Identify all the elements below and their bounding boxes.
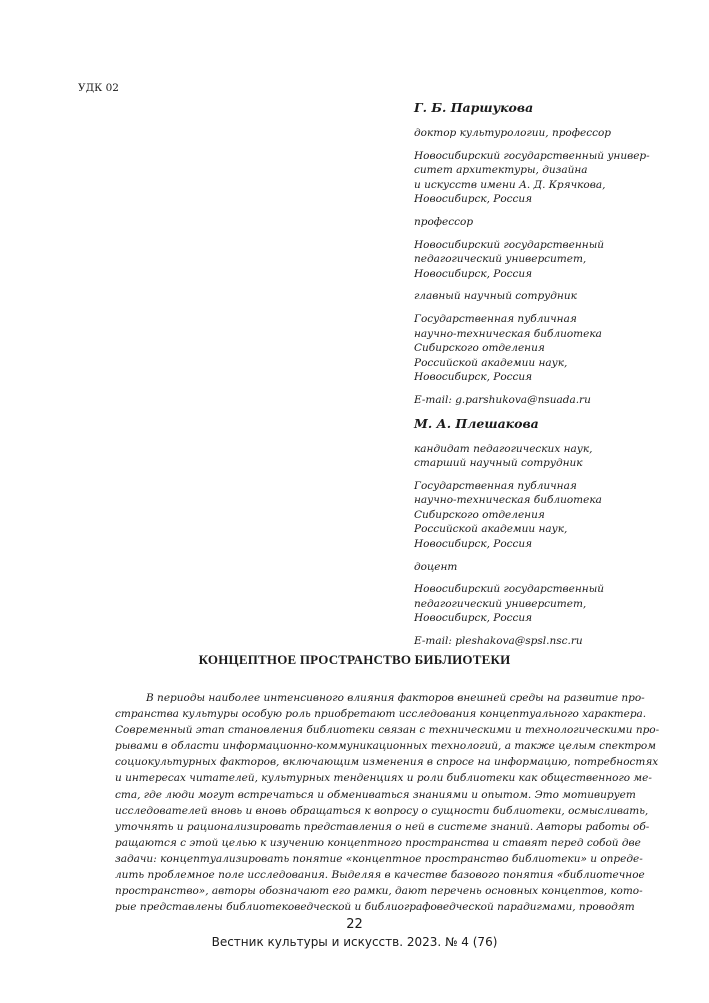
author-affiliation <box>414 238 684 282</box>
abstract-line: рывами в области информационно-коммуникационных технологий, а также целым спектром <box>115 740 656 753</box>
author-name: Г. Б. Паршукова <box>414 100 534 115</box>
affiliation-line: педагогический университет, <box>414 253 587 266</box>
abstract-line: пространство», авторы обозначают его рамки, дают перечень основных концептов, кото- <box>115 885 643 898</box>
journal-footer: Вестник культуры и искусств. 2023. № 4 (76) <box>211 935 498 949</box>
author-affiliation <box>414 126 684 141</box>
author-affiliation <box>414 634 684 649</box>
affiliation-line: Новосибирск, Россия <box>414 193 533 206</box>
affiliation-line: главный научный сотрудник <box>414 290 577 303</box>
abstract-line: задачи: концептуализировать понятие «концептное пространство библиотеки» и опреде- <box>115 852 643 865</box>
author-affiliation <box>414 149 684 207</box>
affiliation-line: педагогический университет, <box>414 597 587 610</box>
abstract-line: лить проблемное поле исследования. Выделяя в качестве базового понятия «библиотечное <box>115 869 645 882</box>
authors-section <box>414 100 684 657</box>
affiliation-line: Новосибирск, Россия <box>414 538 533 551</box>
affiliation-line: научно-техническая библиотека <box>414 327 602 340</box>
abstract-line: и интересах читателей, культурных тенденциях и роли библиотеки как общественного ме- <box>115 772 652 785</box>
affiliation-line: E-mail: pleshakova@spsl.nsc.ru <box>414 635 583 648</box>
affiliation-line: Новосибирский государственный <box>414 238 605 251</box>
affiliation-line: научно-техническая библиотека <box>414 494 602 507</box>
author-affiliation <box>414 215 684 230</box>
author-affiliation <box>414 442 684 471</box>
affiliation-line: Сибирского отделения <box>414 342 545 355</box>
affiliation-line: и искусств имени А. Д. Крячкова, <box>414 178 606 191</box>
page-number: 22 <box>346 917 363 932</box>
author-affiliation <box>414 582 684 626</box>
affiliation-line: кандидат педагогических наук, <box>414 442 593 455</box>
abstract-line: социокультурных факторов, включающим изменения в спросе на информацию, потребностях <box>115 756 659 769</box>
abstract-line: уточнять и рационализировать представления о ней в системе знаний. Авторы работы об- <box>115 820 650 833</box>
affiliation-line: Новосибирский государственный универ- <box>414 149 650 162</box>
author-affiliation <box>414 479 684 552</box>
abstract-line: ста, где люди могут встречаться и обмениваться знаниями и опытом. Это мотивирует <box>115 788 636 801</box>
article-title: КОНЦЕПТНОЕ ПРОСТРАНСТВО БИБЛИОТЕКИ <box>198 652 511 667</box>
abstract-line: странства культуры особую роль приобретают исследования концептуального характера. <box>115 708 647 721</box>
affiliation-line: ситет архитектуры, дизайна <box>414 164 588 177</box>
affiliation-line: Государственная публичная <box>414 479 577 492</box>
affiliation-line: Новосибирск, Россия <box>414 371 533 384</box>
affiliation-line: Новосибирский государственный <box>414 583 605 596</box>
author-affiliation <box>414 393 684 408</box>
affiliation-line: E-mail: g.parshukova@nsuada.ru <box>414 393 591 406</box>
affiliation-line: Новосибирск, Россия <box>414 267 533 280</box>
affiliation-line: доцент <box>414 560 458 573</box>
affiliation-line: Новосибирск, Россия <box>414 612 533 625</box>
affiliation-line: Государственная публичная <box>414 312 577 325</box>
udk-code: УДК 02 <box>78 82 119 94</box>
author-affiliation <box>414 560 684 575</box>
affiliation-line: профессор <box>414 215 474 228</box>
author-affiliation <box>414 312 684 385</box>
abstract-line: исследователей вновь и вновь обращаться к вопросу о сущности библиотеки, осмысливать, <box>115 804 649 817</box>
affiliation-line: Российской академии наук, <box>414 523 568 536</box>
affiliation-line: Сибирского отделения <box>414 508 545 521</box>
author-affiliation <box>414 289 684 304</box>
abstract-line: В периоды наиболее интенсивного влияния факторов внешней среды на развитие про- <box>146 692 645 704</box>
affiliation-line: старший научный сотрудник <box>414 457 583 470</box>
abstract <box>115 690 660 915</box>
abstract-line: рые представлены библиотековедческой и библиографоведческой парадигмами, проводят <box>115 901 635 914</box>
abstract-line: ращаются с этой целью к изучению концептного пространства и ставят перед собой две <box>115 836 641 849</box>
affiliation-line: доктор культурологии, профессор <box>414 127 611 139</box>
affiliation-line: Российской академии наук, <box>414 356 568 369</box>
author-name: М. А. Плешакова <box>414 415 539 431</box>
abstract-line: Современный этап становления библиотеки связан с техническими и технологическими про- <box>115 724 660 737</box>
